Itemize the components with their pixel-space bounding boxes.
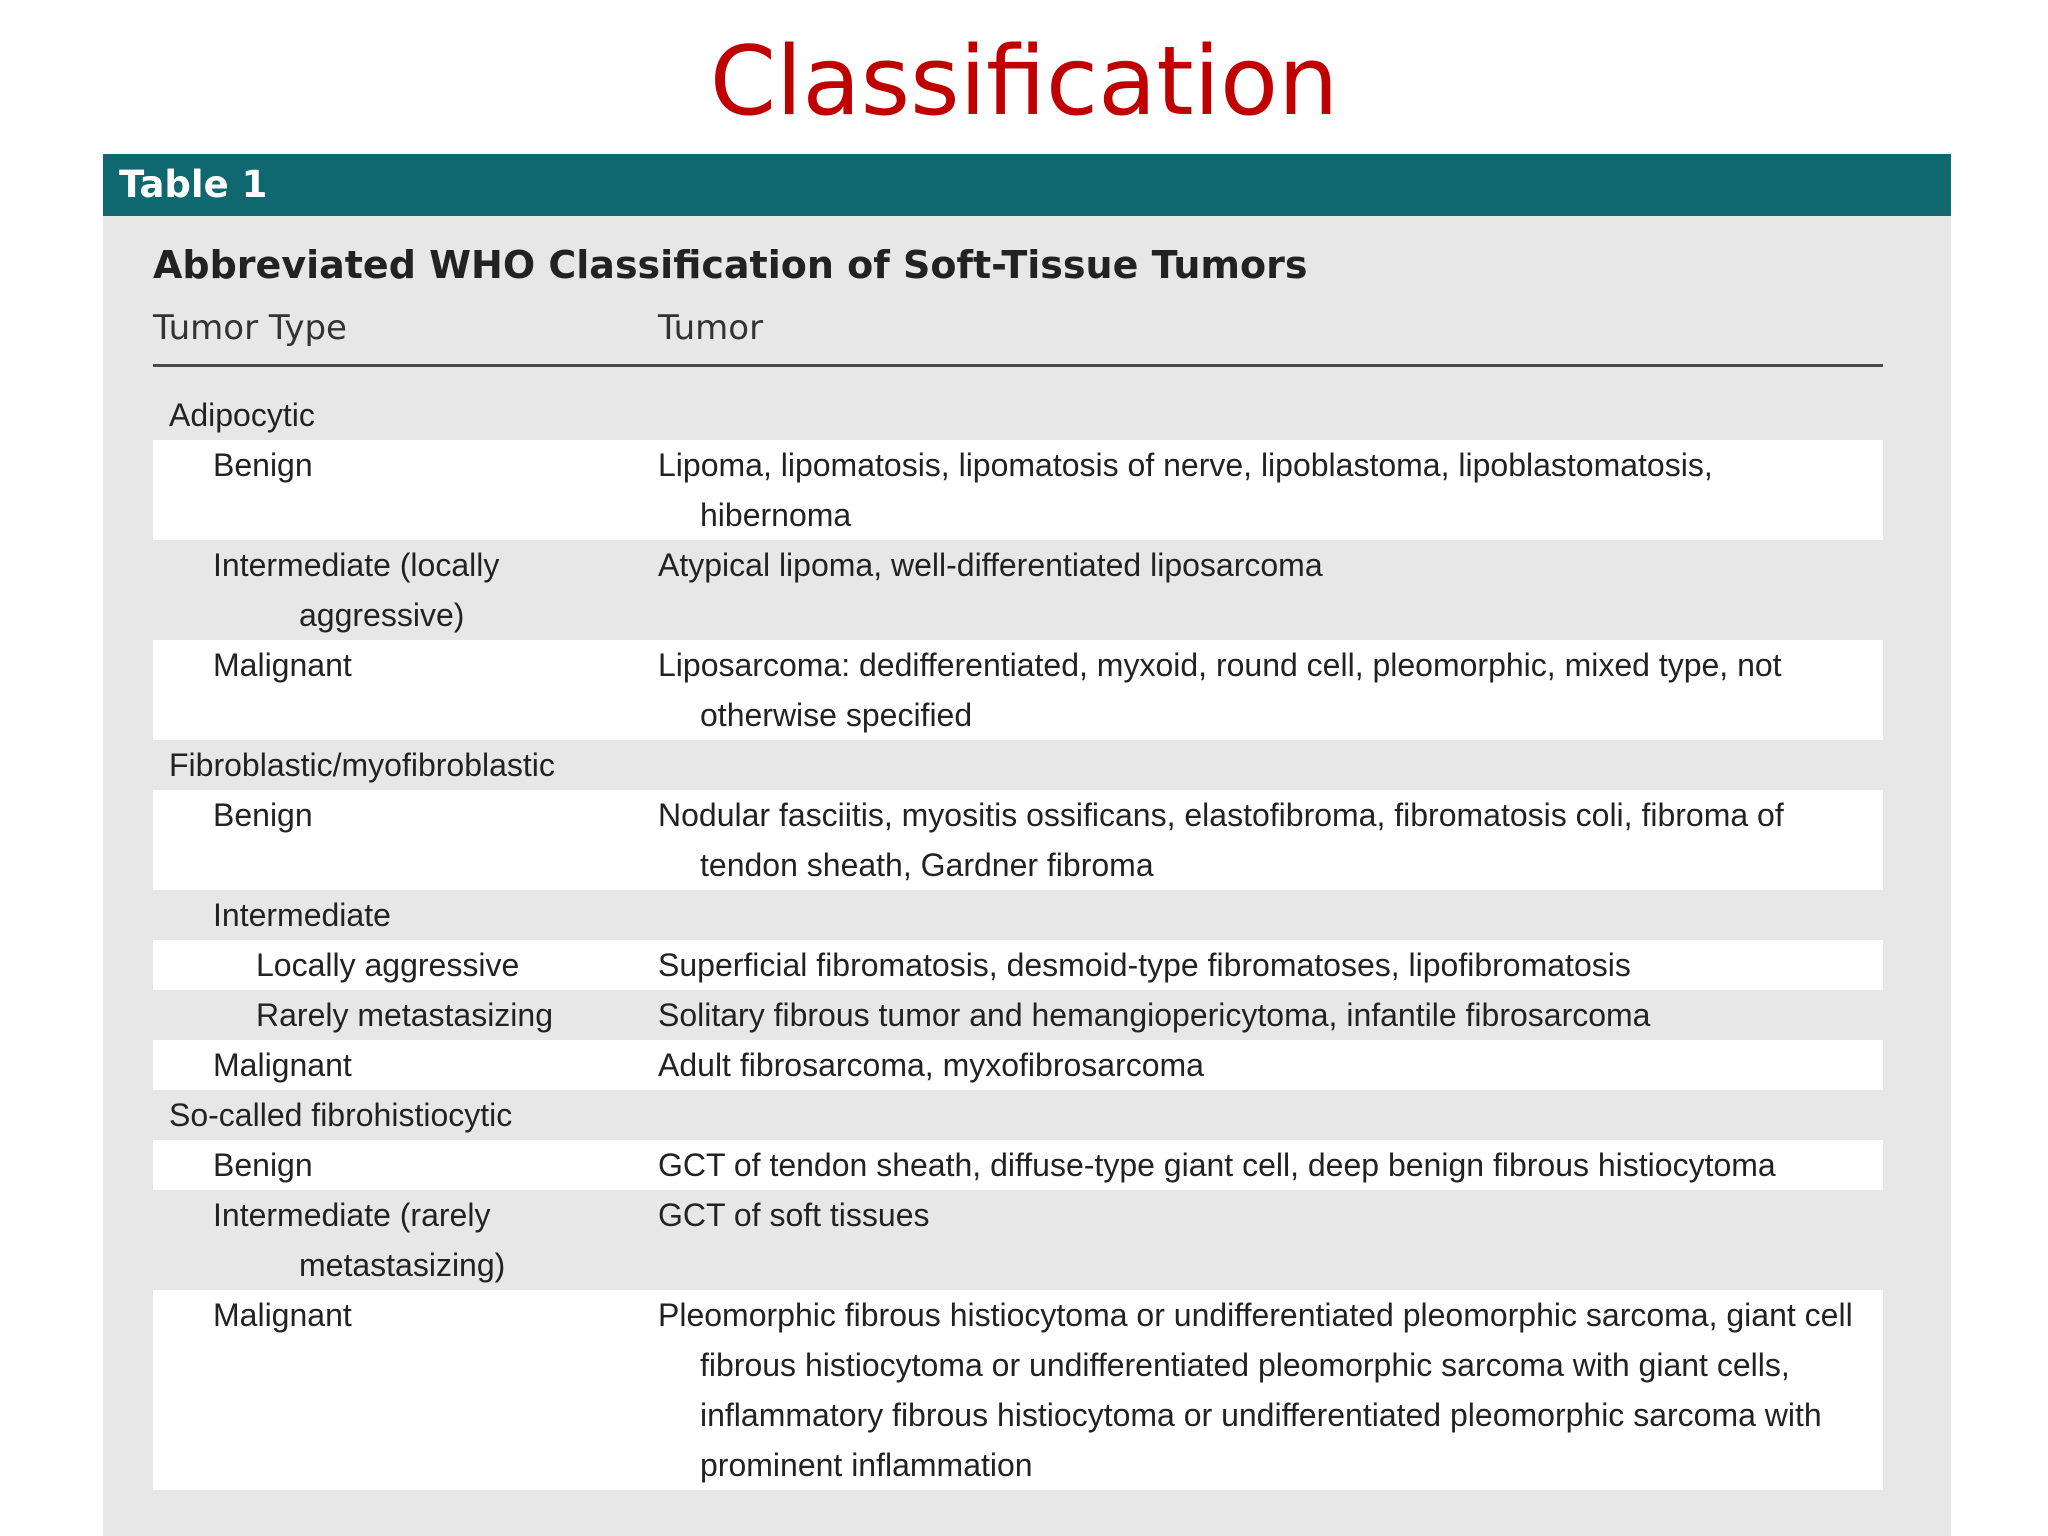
tumor-cell <box>658 390 1883 440</box>
table-row-rarely-metastasizing <box>153 990 1883 1040</box>
table-row-adipocytic-malignant <box>153 640 1883 740</box>
table-header-bar <box>103 154 1951 216</box>
table-row-fibroblastic-benign <box>153 790 1883 890</box>
tumor-cell <box>658 740 1883 790</box>
table-row-fibrohistiocytic <box>153 1090 1883 1140</box>
tumor-cell: GCT of tendon sheath, diffuse-type giant cell, deep benign fibrous histiocytoma <box>658 1147 1776 1183</box>
tumor-type-cell: Intermediate <box>213 897 391 933</box>
table-row-fibrohistiocytic-malignant <box>153 1290 1883 1490</box>
table-row-fibroblastic-malignant <box>153 1040 1883 1090</box>
tumor-type-cell: Locally aggressive <box>256 947 520 983</box>
tumor-type-cell: Benign <box>213 797 313 833</box>
tumor-cell: Nodular fasciitis, myositis ossificans, elastofibroma, fibromatosis coli, fibroma of tendon sheath, Gardner fibroma <box>658 797 1784 883</box>
table-row-adipocytic-benign <box>153 440 1883 540</box>
tumor-type-cell: Adipocytic <box>169 397 315 433</box>
tumor-type-cell: Benign <box>213 447 313 483</box>
tumor-type-cell: Benign <box>213 1147 313 1183</box>
table-label: Table 1 <box>119 163 268 206</box>
header-rule <box>153 364 1883 367</box>
tumor-cell: Superficial fibromatosis, desmoid-type fibromatoses, lipofibromatosis <box>658 947 1631 983</box>
tumor-cell: Pleomorphic fibrous histiocytoma or undifferentiated pleomorphic sarcoma, giant cell fibrous histiocytoma or undifferentiated pleomorphic sarcoma with giant cells, inflammatory fibrous histiocytoma or undifferentiated pleomorphic sarcoma with prominent inflammation <box>658 1297 1853 1483</box>
table-caption: Abbreviated WHO Classification of Soft-Tissue Tumors <box>153 243 1308 287</box>
table-row-fibrohistiocytic-benign <box>153 1140 1883 1190</box>
tumor-cell: Atypical lipoma, well-differentiated liposarcoma <box>658 547 1323 583</box>
column-header-tumor: Tumor <box>658 308 764 348</box>
tumor-type-cell: Malignant <box>213 1297 352 1333</box>
table-row-fibroblastic <box>153 740 1883 790</box>
tumor-cell <box>658 1090 1883 1140</box>
tumor-cell: Solitary fibrous tumor and hemangiopericytoma, infantile fibrosarcoma <box>658 997 1651 1033</box>
tumor-cell: GCT of soft tissues <box>658 1197 930 1233</box>
table-row-adipocytic-intermediate <box>153 540 1883 640</box>
column-header-tumor-type: Tumor Type <box>153 308 347 348</box>
table-panel <box>103 154 1951 1536</box>
slide-title: Classification <box>709 27 1339 137</box>
table-row-fibrohistiocytic-intermediate <box>153 1190 1883 1290</box>
tumor-type-cell: Fibroblastic/myofibroblastic <box>169 747 555 783</box>
tumor-cell: Liposarcoma: dedifferentiated, myxoid, round cell, pleomorphic, mixed type, not otherwise specified <box>658 647 1782 733</box>
table-body <box>153 390 1883 1490</box>
table-row-locally-aggressive <box>153 940 1883 990</box>
tumor-type-cell: Rarely metastasizing <box>256 997 553 1033</box>
tumor-type-cell: Intermediate (locally aggressive) <box>213 547 500 633</box>
table-row-adipocytic <box>153 390 1883 440</box>
tumor-type-cell: So-called fibrohistiocytic <box>169 1097 513 1133</box>
table-row-fibroblastic-intermediate <box>153 890 1883 940</box>
tumor-cell: Lipoma, lipomatosis, lipomatosis of nerve, lipoblastoma, lipoblastomatosis, hibernoma <box>658 447 1713 533</box>
tumor-type-cell: Intermediate (rarely metastasizing) <box>213 1197 506 1283</box>
tumor-cell <box>658 890 1883 940</box>
tumor-type-cell: Malignant <box>213 1047 352 1083</box>
tumor-type-cell: Malignant <box>213 647 352 683</box>
tumor-cell: Adult fibrosarcoma, myxofibrosarcoma <box>658 1047 1204 1083</box>
